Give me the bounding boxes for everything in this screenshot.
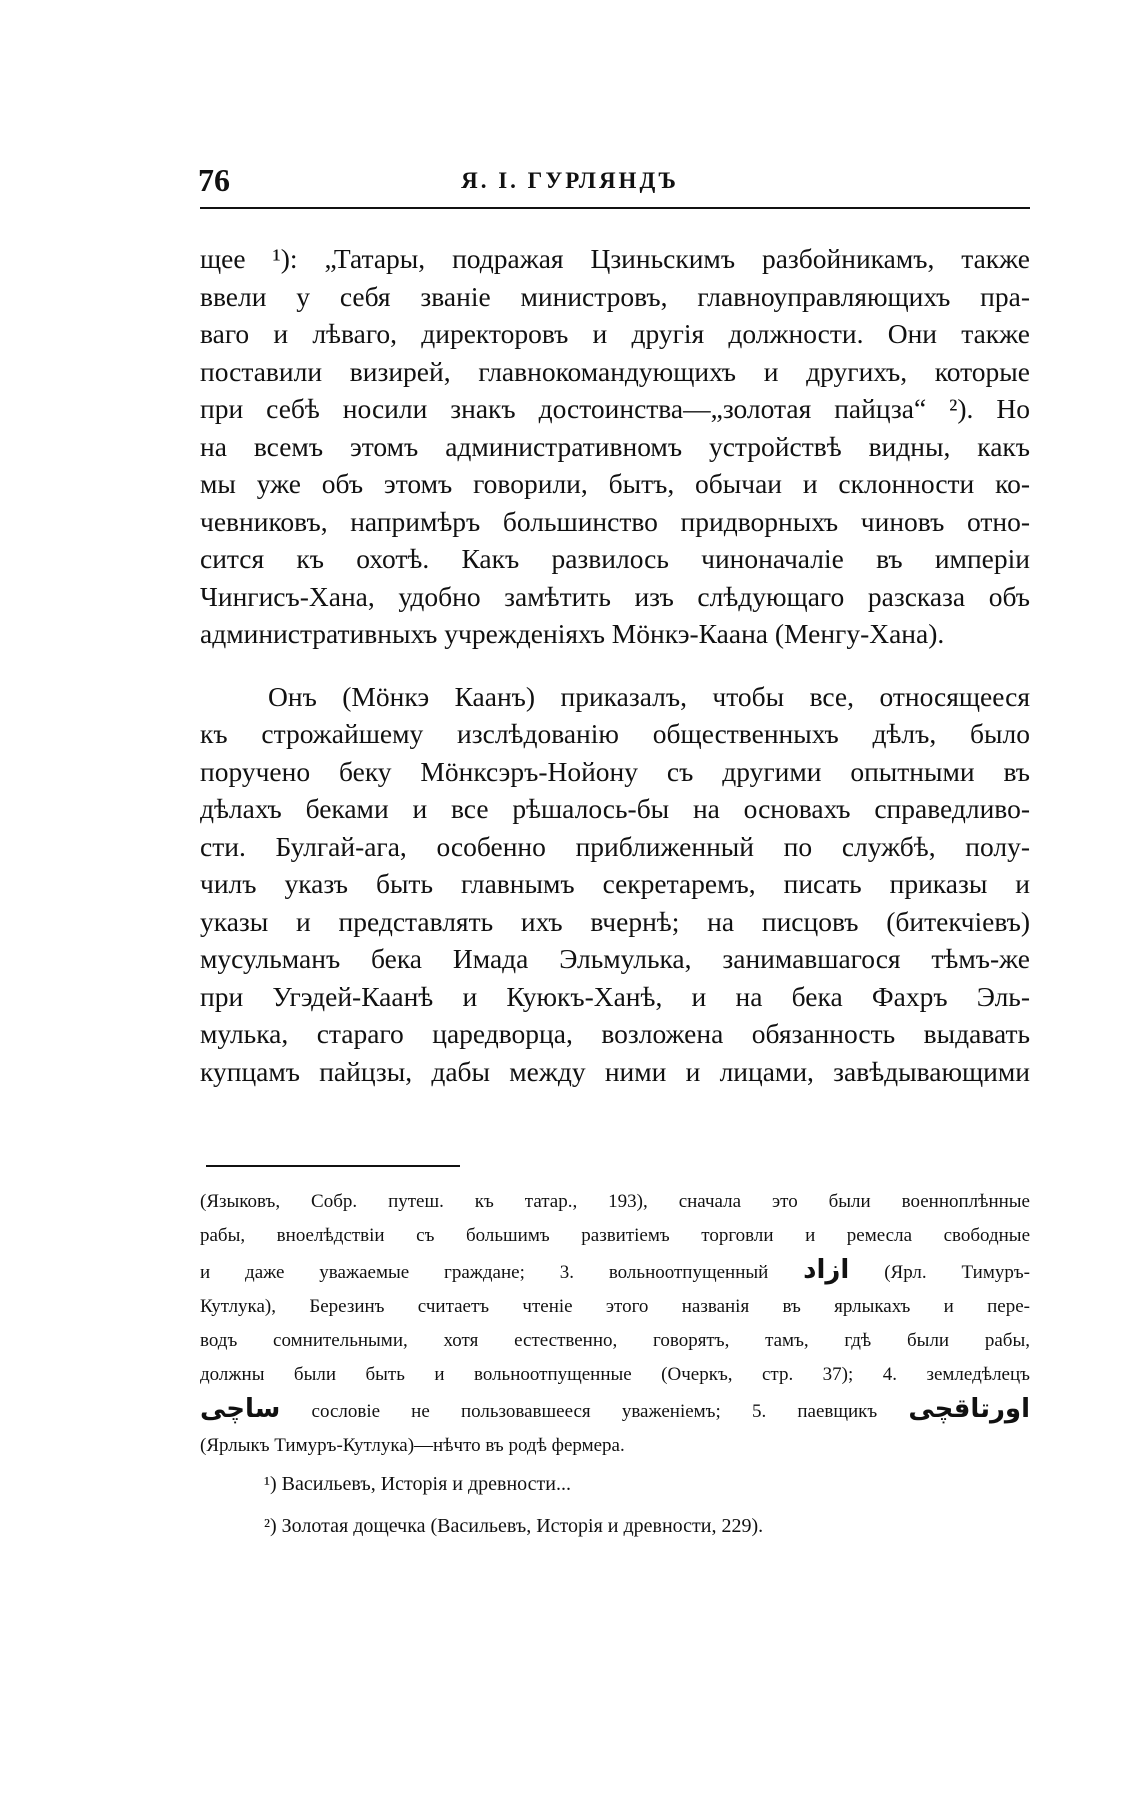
text-line: поручено беку Мöнксэръ-Нойону съ другими опытными въ	[200, 755, 1030, 787]
text-line: Онъ (Мöнкэ Каанъ) приказалъ, чтобы все, относящееся	[268, 680, 1030, 712]
text-line: мулька, стараго царедворца, возложена обязанность выдавать	[200, 1018, 1030, 1049]
footnote-line: Кутлука), Березинъ считаетъ чтеніе этого названія въ ярлыкахъ и пере-	[200, 1296, 1030, 1317]
footnote-line	[200, 1253, 1030, 1290]
text-line: при Угэдей-Каанѣ и Куюкъ-Ханѣ, и на бека Фахръ Эль-	[200, 980, 1030, 1012]
text-line: щее ¹): „Татары, подражая Цзиньскимъ разбойникамъ, также	[200, 243, 1030, 274]
text-line: чилъ указъ быть главнымъ секретаремъ, писать приказы и	[200, 868, 1030, 899]
footnotes	[200, 1185, 1030, 1547]
header-rule	[200, 207, 1030, 209]
footnote-rule	[206, 1165, 460, 1167]
text-line: поставили визирей, главнокомандующихъ и другихъ, которые	[200, 355, 1030, 387]
arabic-term: ازاد	[803, 1255, 850, 1285]
footnote-1: ¹) Васильевъ, Исторія и древности...	[264, 1473, 571, 1495]
text-line: дѣлахъ беками и все рѣшалось-бы на основахъ справедливо-	[200, 793, 1030, 824]
paragraph	[200, 240, 1030, 653]
paragraph-gap	[200, 653, 1030, 678]
page-number: 76	[198, 162, 230, 198]
text-line: ваго и лѣваго, директоровъ и другія должности. Они также	[200, 318, 1030, 349]
footnote-text: и даже уважаемые граждане; 3. вольноотпущенный	[200, 1262, 769, 1283]
text-line: указы и представлять ихъ вчернѣ; на писцовъ (битекчіевъ)	[200, 905, 1030, 937]
running-title: Я. І. ГУРЛЯНДЪ	[461, 168, 679, 193]
arabic-term: ساچى	[200, 1394, 281, 1424]
text-line: къ строжайшему изслѣдованію общественныхъ дѣлъ, было	[200, 718, 1030, 749]
footnote-line: (Ярлыкъ Тимуръ-Кутлука)—нѣчто въ родѣ фермера.	[200, 1435, 625, 1456]
footnote-text: (Ярл. Тимуръ-	[884, 1262, 1031, 1283]
text-line: ввели у себя званіе министровъ, главноуправляющихъ пра-	[200, 280, 1030, 312]
text-line: мусульманъ бека Имада Эльмулька, занимавшагося тѣмъ-же	[200, 943, 1030, 974]
footnote-2: ²) Золотая дощечка (Васильевъ, Исторія и древности, 229).	[264, 1515, 764, 1537]
text-line: чевниковъ, напримѣръ большинство придворныхъ чиновъ отно-	[200, 505, 1030, 537]
paragraph	[200, 678, 1030, 1091]
arabic-term: اورتاقچى	[908, 1394, 1030, 1424]
text-line: мы уже объ этомъ говорили, бытъ, обычаи и склонности ко-	[200, 468, 1030, 499]
footnote-text: сословіе не пользовавшееся уваженіемъ; 5. паевщикъ	[311, 1401, 878, 1422]
text-line: административныхъ учрежденіяхъ Мöнкэ-Каана (Менгу-Хана).	[200, 618, 945, 649]
text-line: на всемъ этомъ административномъ устройствѣ видны, какъ	[200, 430, 1030, 462]
main-text	[200, 240, 1030, 1090]
text-line: Чингисъ-Хана, удобно замѣтить изъ слѣдующаго разсказа объ	[200, 580, 1030, 612]
text-line: сится къ охотѣ. Какъ развилось чиноначаліе въ имперіи	[200, 543, 1030, 574]
footnote-line: рабы, вноелѣдствіи съ большимъ развитіемъ торговли и ремесла свободные	[200, 1225, 1030, 1246]
footnote-line: водъ сомнительными, хотя естественно, говорятъ, тамъ, гдѣ были рабы,	[200, 1330, 1030, 1351]
footnote-line: должны были быть и вольноотпущенные (Очеркъ, стр. 37); 4. земледѣлецъ	[200, 1364, 1030, 1385]
footnote-line	[200, 1392, 1030, 1429]
text-line: при себѣ носили знакъ достоинства—„золотая пайцза“ ²). Но	[200, 393, 1030, 424]
text-line: сти. Булгай-ага, особенно приближенный по службѣ, полу-	[200, 830, 1030, 862]
text-line: купцамъ пайцзы, дабы между ними и лицами, завѣдывающими	[200, 1055, 1030, 1087]
footnote-line: (Языковъ, Собр. путеш. къ татар., 193), сначала это были военноплѣнные	[200, 1191, 1030, 1212]
